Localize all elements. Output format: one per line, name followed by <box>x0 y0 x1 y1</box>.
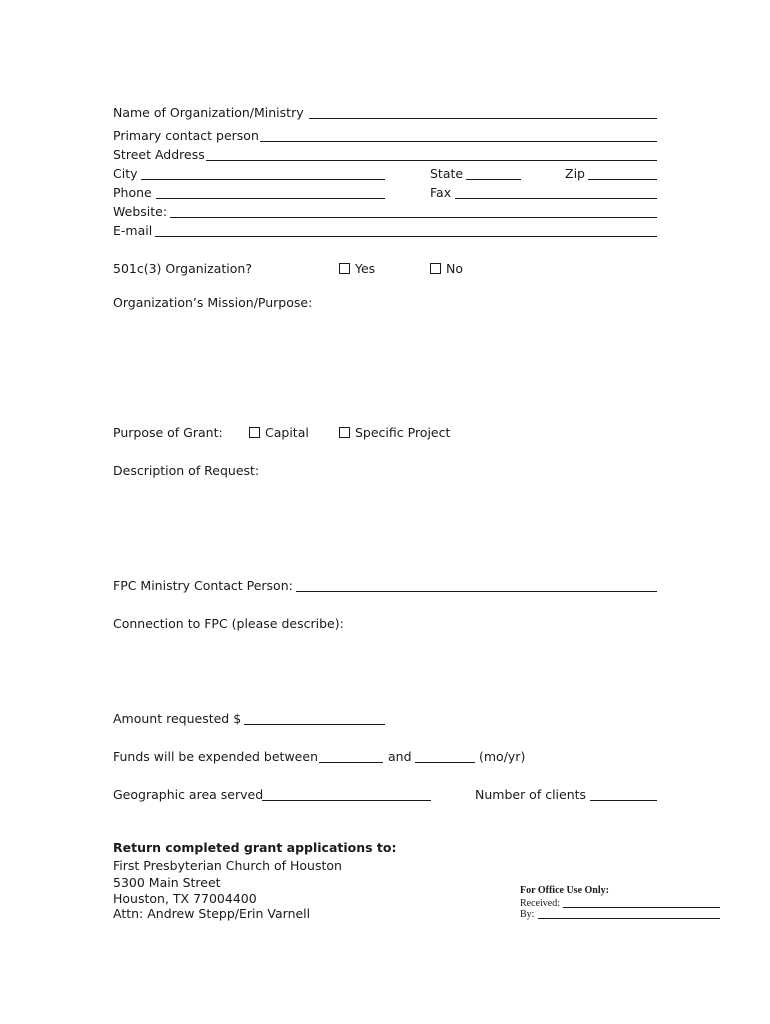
zip-field[interactable] <box>588 179 657 180</box>
capital-checkbox[interactable] <box>249 427 260 438</box>
description-label: Description of Request: <box>113 463 260 478</box>
clients-field[interactable] <box>590 800 657 801</box>
mission-answer-area[interactable] <box>113 315 657 415</box>
street-address-label: Street Address <box>113 147 205 162</box>
capital-label: Capital <box>265 425 309 440</box>
amount-field[interactable] <box>244 724 385 725</box>
phone-field[interactable] <box>156 198 385 199</box>
no-label: No <box>446 261 463 276</box>
received-field[interactable] <box>563 907 720 908</box>
org-name-field[interactable] <box>309 118 657 119</box>
state-label: State <box>430 166 464 181</box>
description-answer-area[interactable] <box>113 482 657 572</box>
funds-suffix: (mo/yr) <box>479 749 526 764</box>
city-label: City <box>113 166 138 181</box>
return-city: Houston, TX 77004400 <box>113 891 257 906</box>
yes-label: Yes <box>355 261 376 276</box>
funds-and-label: and <box>388 749 412 764</box>
funds-label: Funds will be expended between <box>113 749 318 764</box>
org-name-label: Name of Organization/Ministry <box>113 105 304 120</box>
by-field[interactable] <box>538 918 720 919</box>
yes-checkbox[interactable] <box>339 263 350 274</box>
specific-project-checkbox[interactable] <box>339 427 350 438</box>
return-street: 5300 Main Street <box>113 875 221 890</box>
email-field[interactable] <box>155 236 657 237</box>
by-label: By: <box>520 909 535 920</box>
specific-project-label: Specific Project <box>355 425 451 440</box>
primary-contact-label: Primary contact person <box>113 128 259 143</box>
email-label: E-mail <box>113 223 153 238</box>
amount-label: Amount requested $ <box>113 711 242 726</box>
website-field[interactable] <box>170 217 657 218</box>
fpc-contact-label: FPC Ministry Contact Person: <box>113 578 293 593</box>
connection-answer-area[interactable] <box>113 636 657 701</box>
geo-label: Geographic area served <box>113 787 264 802</box>
funds-start-field[interactable] <box>319 762 383 763</box>
grant-purpose-label: Purpose of Grant: <box>113 425 223 440</box>
fpc-contact-field[interactable] <box>296 591 657 592</box>
office-heading: For Office Use Only: <box>520 885 609 896</box>
return-org: First Presbyterian Church of Houston <box>113 858 342 873</box>
website-label: Website: <box>113 204 168 219</box>
street-address-field[interactable] <box>206 160 657 161</box>
fax-label: Fax <box>430 185 452 200</box>
zip-label: Zip <box>565 166 585 181</box>
primary-contact-field[interactable] <box>260 141 657 142</box>
connection-label: Connection to FPC (please describe): <box>113 616 344 631</box>
fax-field[interactable] <box>455 198 657 199</box>
return-attn: Attn: Andrew Stepp/Erin Varnell <box>113 906 311 921</box>
nonprofit-question: 501c(3) Organization? <box>113 261 252 276</box>
state-field[interactable] <box>466 179 521 180</box>
city-field[interactable] <box>141 179 385 180</box>
no-checkbox[interactable] <box>430 263 441 274</box>
mission-label: Organization’s Mission/Purpose: <box>113 295 313 310</box>
funds-end-field[interactable] <box>415 762 475 763</box>
geo-field[interactable] <box>262 800 431 801</box>
received-label: Received: <box>520 898 560 909</box>
clients-label: Number of clients <box>475 787 587 802</box>
phone-label: Phone <box>113 185 152 200</box>
return-heading: Return completed grant applications to: <box>113 840 397 855</box>
